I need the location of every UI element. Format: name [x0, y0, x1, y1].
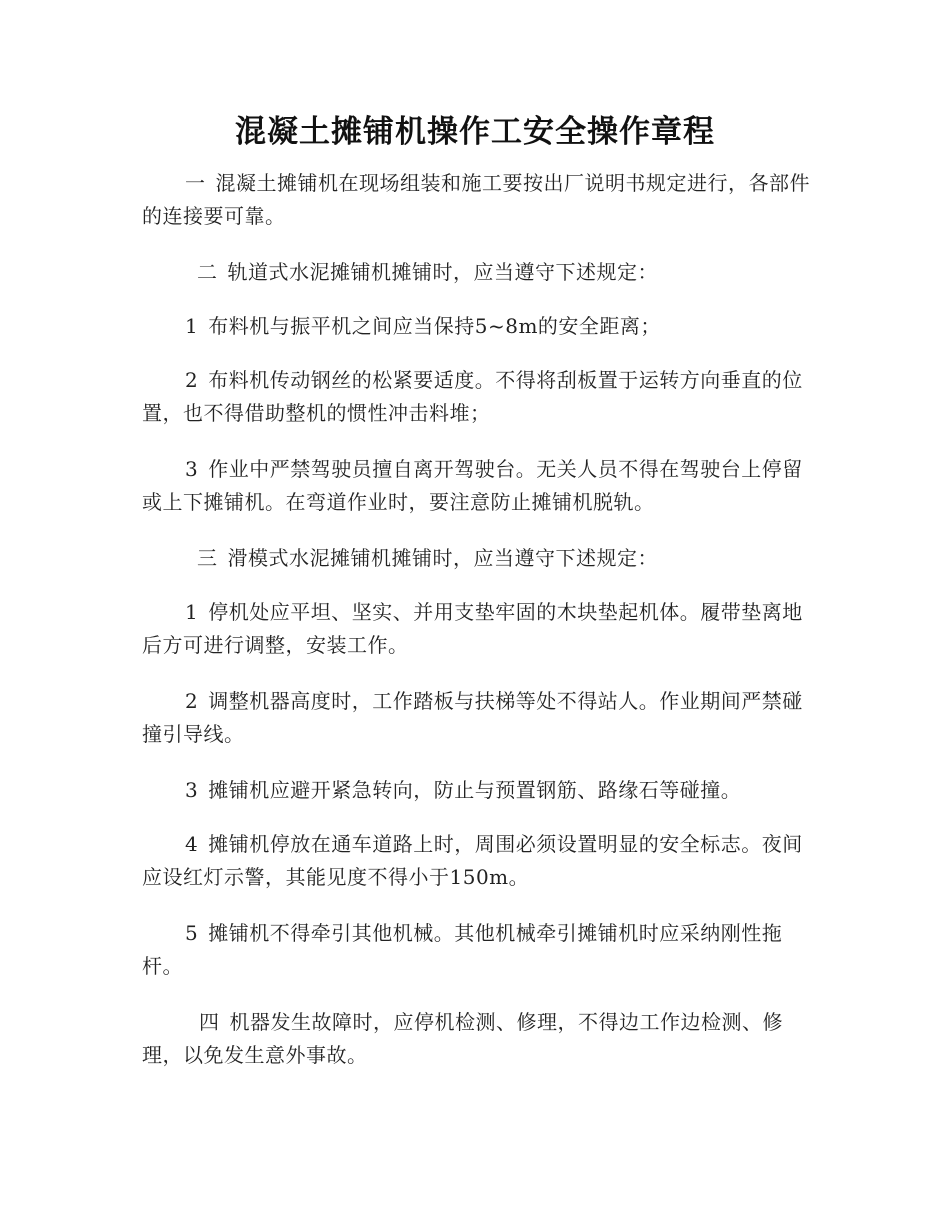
paragraph-5 — [142, 453, 810, 519]
paragraph-4 — [142, 364, 810, 430]
paragraph-marker: 2 — [185, 368, 199, 392]
paragraph-text: 滑模式水泥摊铺机摊铺时，应当遵守下述规定： — [227, 546, 658, 570]
paragraph-6 — [142, 542, 810, 575]
paragraph-marker: 二 — [197, 260, 218, 284]
document-title: 混凝土摊铺机操作工安全操作章程 — [235, 114, 715, 150]
paragraph-11 — [142, 917, 810, 983]
paragraph-3 — [142, 310, 810, 343]
paragraph-10 — [142, 828, 810, 894]
paragraph-text: 布料机传动钢丝的松紧要适度。不得将刮板置于运转方向垂直的位置，也不得借助整机的惯性冲击料堆； — [142, 368, 803, 425]
paragraph-text: 摊铺机停放在通车道路上时，周围必须设置明显的安全标志。夜间应设红灯示警，其能见度不得小于150m。 — [142, 832, 803, 889]
paragraph-marker: 四 — [199, 1010, 220, 1034]
paragraph-text: 停机处应平坦、坚实、并用支垫牢固的木块垫起机体。履带垫离地后方可进行调整，安装工作。 — [142, 600, 803, 657]
paragraph-text: 混凝土摊铺机在现场组装和施工要按出厂说明书规定进行，各部件的连接要可靠。 — [142, 171, 810, 228]
paragraph-text: 作业中严禁驾驶员擅自离开驾驶台。无关人员不得在驾驶台上停留或上下摊铺机。在弯道作业时，要注意防止摊铺机脱轨。 — [142, 457, 803, 514]
paragraph-12 — [142, 1006, 810, 1072]
paragraph-marker: 一 — [185, 171, 206, 195]
paragraph-marker: 3 — [185, 778, 199, 802]
paragraph-2 — [142, 256, 810, 289]
paragraph-text: 布料机与振平机之间应当保持5~8m的安全距离； — [208, 314, 661, 338]
paragraph-text: 摊铺机不得牵引其他机械。其他机械牵引摊铺机时应采纳刚性拖杆。 — [142, 921, 783, 978]
paragraph-1 — [142, 167, 810, 233]
paragraph-marker: 3 — [185, 457, 199, 481]
paragraph-9 — [142, 774, 810, 807]
paragraph-marker: 2 — [185, 689, 199, 713]
paragraph-7 — [142, 596, 810, 662]
paragraph-8 — [142, 685, 810, 751]
paragraph-text: 机器发生故障时，应停机检测、修理，不得边工作边检测、修理，以免发生意外事故。 — [142, 1010, 783, 1067]
paragraph-marker: 5 — [185, 921, 199, 945]
paragraph-marker: 三 — [197, 546, 218, 570]
paragraph-marker: 4 — [185, 832, 199, 856]
paragraph-text: 调整机器高度时，工作踏板与扶梯等处不得站人。作业期间严禁碰撞引导线。 — [142, 689, 803, 746]
paragraph-text: 轨道式水泥摊铺机摊铺时，应当遵守下述规定： — [227, 260, 658, 284]
paragraph-marker: 1 — [185, 314, 199, 338]
paragraph-marker: 1 — [185, 600, 199, 624]
paragraph-text: 摊铺机应避开紧急转向，防止与预置钢筋、路缘石等碰撞。 — [208, 778, 742, 802]
